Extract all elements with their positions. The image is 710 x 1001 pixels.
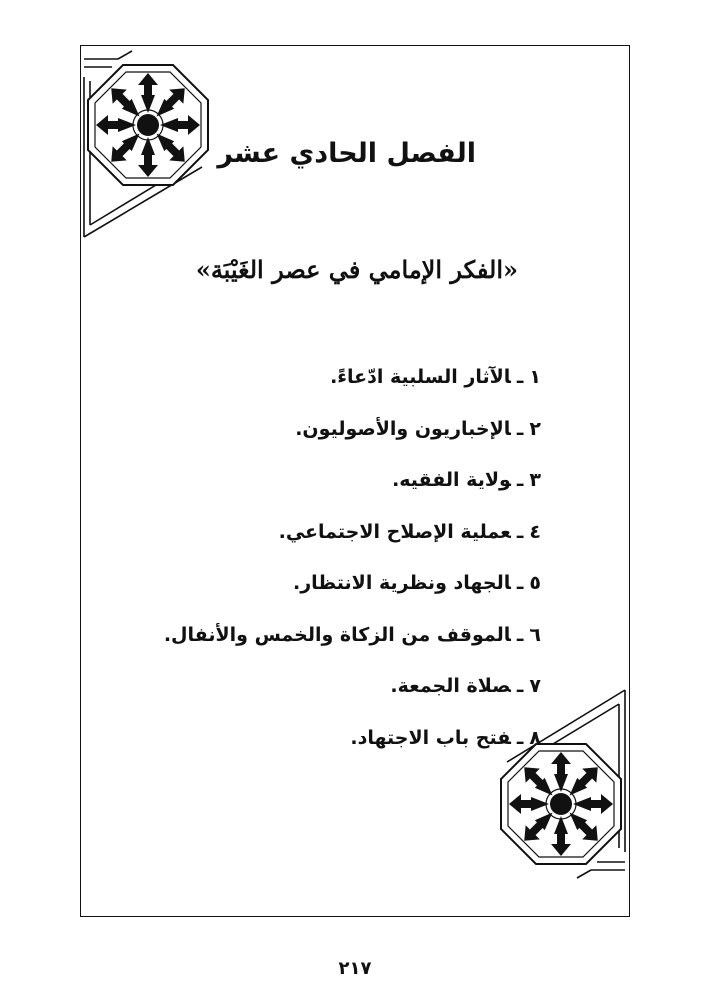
toc-item-5: [164, 563, 541, 615]
toc-item-2: [164, 409, 541, 461]
toc-item-separator: ـ: [516, 520, 524, 543]
toc-item-text: ولاية الفقيه.: [392, 469, 511, 491]
toc-item-separator: ـ: [516, 366, 524, 388]
corner-ornament-top-left: [82, 47, 232, 247]
toc-item-separator: ـ: [516, 623, 524, 646]
toc-item-number: ٤: [529, 520, 541, 543]
toc-item-number: ٦: [529, 623, 541, 646]
toc-item-number: ٣: [529, 469, 541, 491]
toc-item-text: عملية الإصلاح الاجتماعي.: [278, 520, 511, 543]
toc-item-3: [164, 460, 541, 512]
chapter-title: الفصل الحادي عشر: [217, 138, 476, 169]
toc-item-number: ٢: [529, 417, 541, 440]
toc-item-8: [164, 718, 541, 770]
toc-item-separator: ـ: [516, 417, 524, 440]
toc-item-text: الآثار السلبية ادّعاءً.: [330, 366, 511, 388]
toc-item-text: الإخباريون والأصوليون.: [295, 417, 511, 440]
page-number: ٢١٧: [338, 958, 372, 979]
toc-item-number: ٨: [529, 726, 541, 749]
toc-item-separator: ـ: [516, 469, 524, 491]
toc-item-number: ١: [529, 366, 541, 388]
toc-item-4: [164, 512, 541, 564]
toc-item-7: [164, 666, 541, 718]
toc-item-number: ٥: [529, 572, 541, 594]
toc-item-text: صلاة الجمعة.: [390, 675, 511, 697]
toc-item-separator: ـ: [516, 726, 524, 749]
chapter-subtitle: «الفكر الإمامي في عصر الغَيْبَة»: [195, 255, 518, 284]
star-rosette-icon: [88, 65, 208, 185]
toc-item-text: الموقف من الزكاة والخمس والأنفال.: [163, 623, 511, 646]
toc-item-separator: ـ: [516, 675, 524, 697]
toc-item-number: ٧: [529, 675, 541, 697]
toc-item-6: [164, 615, 541, 667]
chapter-contents-list: [164, 357, 541, 769]
toc-item-1: [164, 357, 541, 409]
toc-item-text: الجهاد ونظرية الانتظار.: [292, 572, 511, 594]
toc-item-separator: ـ: [516, 572, 524, 594]
toc-item-text: فتح باب الاجتهاد.: [350, 726, 511, 749]
